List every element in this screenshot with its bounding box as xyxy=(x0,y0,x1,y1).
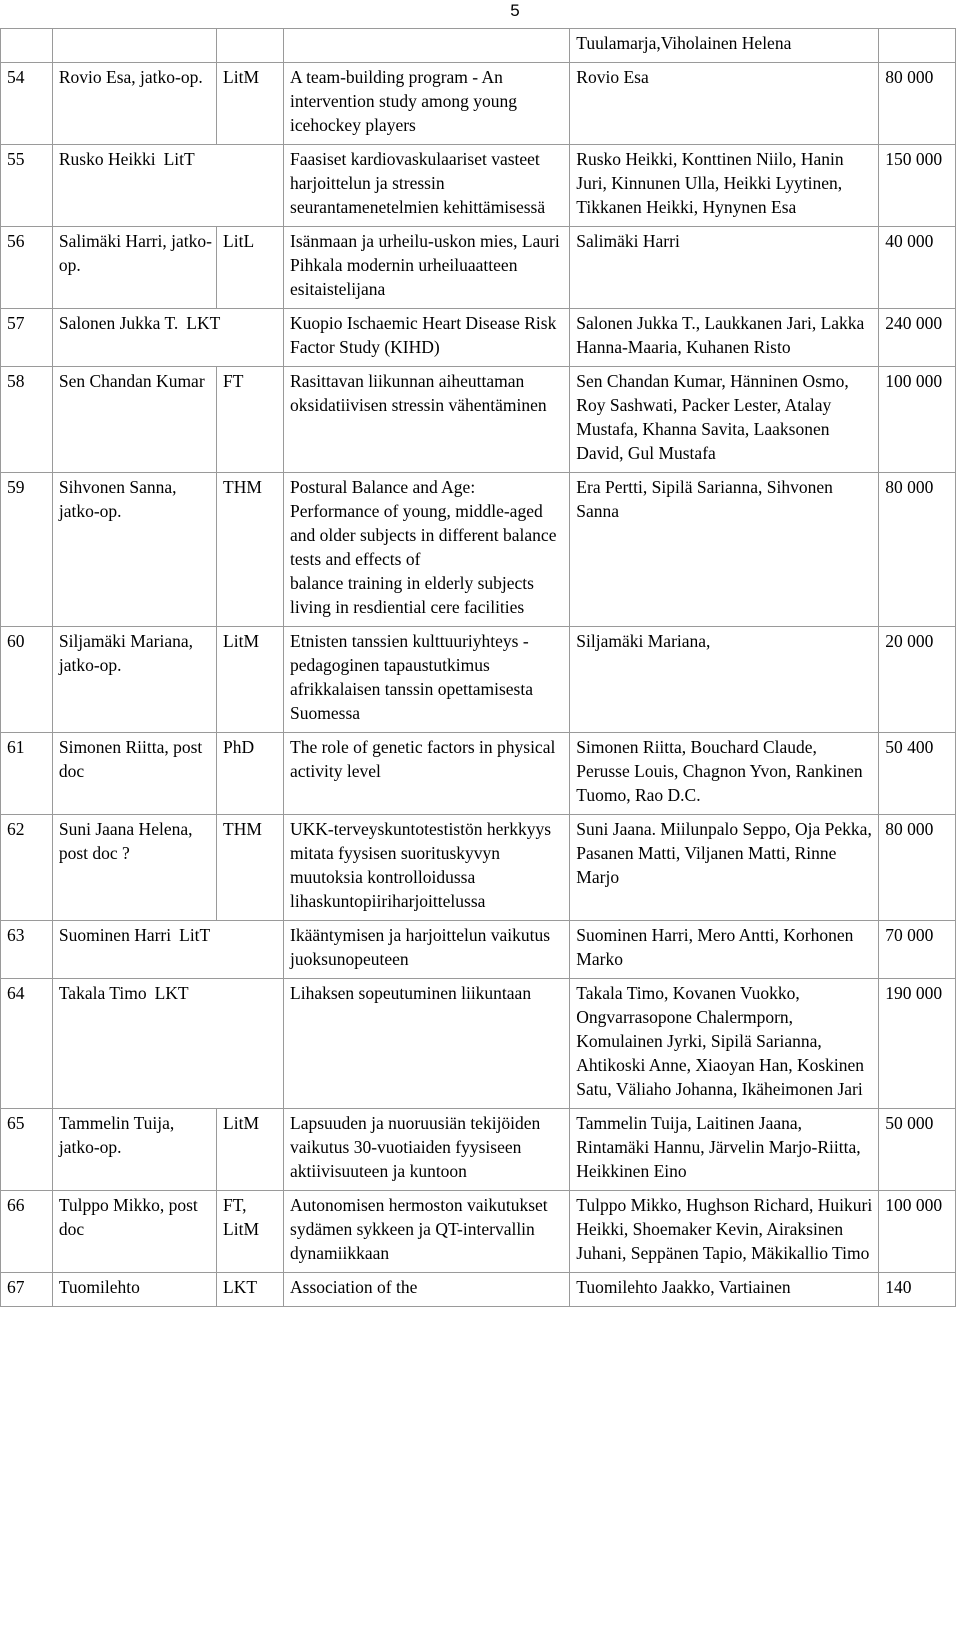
table-row xyxy=(1,733,956,815)
research-group: Suni Jaana. Miilunpalo Seppo, Oja Pekka, Pasanen Matti, Viljanen Matti, Rinne Marjo xyxy=(570,815,879,921)
grant-amount: 80 000 xyxy=(879,63,956,145)
research-group: Sen Chandan Kumar, Hänninen Osmo, Roy Sashwati, Packer Lester, Atalay Mustafa, Khanna Savita, Laaksonen David, Gul Mustafa xyxy=(570,367,879,473)
degree: LKT xyxy=(186,313,221,333)
degree: LitT xyxy=(163,149,195,169)
research-group: Tammelin Tuija, Laitinen Jaana, Rintamäki Hannu, Järvelin Marjo-Riitta, Heikkinen Eino xyxy=(570,1109,879,1191)
row-number: 60 xyxy=(1,627,53,733)
row-number: 55 xyxy=(1,145,53,227)
row-number: 54 xyxy=(1,63,53,145)
research-group: Salonen Jukka T., Laukkanen Jari, Lakka Hanna-Maaria, Kuhanen Risto xyxy=(570,309,879,367)
applicant-name: Salonen Jukka T. xyxy=(58,313,179,333)
row-number: 65 xyxy=(1,1109,53,1191)
table-row xyxy=(1,473,956,627)
degree: FT xyxy=(217,367,284,473)
degree: LitM xyxy=(217,63,284,145)
table-row xyxy=(1,627,956,733)
grant-amount: 240 000 xyxy=(879,309,956,367)
applicant-cell xyxy=(52,309,283,367)
row-number: 59 xyxy=(1,473,53,627)
project-title: Postural Balance and Age: Performance of young, middle-aged and older subjects in different balance tests and effects of balance training in elderly subjects living in resdiential cere facilities xyxy=(284,473,570,627)
applicant-name: Suni Jaana Helena, post doc ? xyxy=(52,815,216,921)
applicant-name: Salimäki Harri, jatko-op. xyxy=(52,227,216,309)
table-row xyxy=(1,145,956,227)
project-title: Autonomisen hermoston vaikutukset sydämen sykkeen ja QT-intervallin dynamiikkaan xyxy=(284,1191,570,1273)
project-title: Ikääntymisen ja harjoittelun vaikutus juoksunopeuteen xyxy=(284,921,570,979)
applicant-name: Sihvonen Sanna, jatko-op. xyxy=(52,473,216,627)
degree xyxy=(217,29,284,63)
research-group: Rusko Heikki, Konttinen Niilo, Hanin Juri, Kinnunen Ulla, Heikki Lyytinen, Tikkanen Heikki, Hynynen Esa xyxy=(570,145,879,227)
grant-amount: 40 000 xyxy=(879,227,956,309)
applicant-cell xyxy=(52,145,283,227)
applicant-name: Tuomilehto xyxy=(52,1273,216,1307)
row-number: 64 xyxy=(1,979,53,1109)
degree: PhD xyxy=(217,733,284,815)
applicant-name: Simonen Riitta, post doc xyxy=(52,733,216,815)
project-title: Etnisten tanssien kulttuuriyhteys - pedagoginen tapaustutkimus afrikkalaisen tanssin opettamisesta Suomessa xyxy=(284,627,570,733)
grant-amount: 80 000 xyxy=(879,815,956,921)
project-title: Faasiset kardiovaskulaariset vasteet harjoittelun ja stressin seurantamenetelmien kehittämisessä xyxy=(284,145,570,227)
table-row xyxy=(1,1109,956,1191)
row-number: 66 xyxy=(1,1191,53,1273)
grant-amount: 50 000 xyxy=(879,1109,956,1191)
research-group: Takala Timo, Kovanen Vuokko, Ongvarrasopone Chalermporn, Komulainen Jyrki, Sipilä Sarianna, Ahtikoski Anne, Xiaoyan Han, Koskinen Satu, Väliaho Johanna, Ikäheimonen Jari xyxy=(570,979,879,1109)
project-title xyxy=(284,29,570,63)
research-group: Tulppo Mikko, Hughson Richard, Huikuri Heikki, Shoemaker Kevin, Airaksinen Juhani, Seppänen Tapio, Mäkikallio Timo xyxy=(570,1191,879,1273)
project-title: Kuopio Ischaemic Heart Disease Risk Factor Study (KIHD) xyxy=(284,309,570,367)
table-row xyxy=(1,227,956,309)
row-number: 58 xyxy=(1,367,53,473)
research-group: Simonen Riitta, Bouchard Claude, Perusse Louis, Chagnon Yvon, Rankinen Tuomo, Rao D.C. xyxy=(570,733,879,815)
research-group: Tuomilehto Jaakko, Vartiainen xyxy=(570,1273,879,1307)
degree: THM xyxy=(217,473,284,627)
research-group: Era Pertti, Sipilä Sarianna, Sihvonen Sanna xyxy=(570,473,879,627)
applicant-name: Rusko Heikki xyxy=(58,149,156,169)
table-row xyxy=(1,63,956,145)
degree: FT, LitM xyxy=(217,1191,284,1273)
table-row xyxy=(1,979,956,1109)
grant-amount: 100 000 xyxy=(879,1191,956,1273)
grant-amount: 100 000 xyxy=(879,367,956,473)
table-row xyxy=(1,367,956,473)
project-title: Isänmaan ja urheilu-uskon mies, Lauri Pihkala modernin urheiluaatteen esitaistelijana xyxy=(284,227,570,309)
grant-amount: 190 000 xyxy=(879,979,956,1109)
grant-amount: 140 xyxy=(879,1273,956,1307)
research-group: Suominen Harri, Mero Antti, Korhonen Marko xyxy=(570,921,879,979)
applicant-cell xyxy=(52,979,283,1109)
research-group: Rovio Esa xyxy=(570,63,879,145)
project-title: Lapsuuden ja nuoruusiän tekijöiden vaikutus 30-vuotiaiden fyysiseen aktiivisuuteen ja kuntoon xyxy=(284,1109,570,1191)
project-title: Rasittavan liikunnan aiheuttaman oksidatiivisen stressin vähentäminen xyxy=(284,367,570,473)
degree: THM xyxy=(217,815,284,921)
applicant-name: Tammelin Tuija, jatko-op. xyxy=(52,1109,216,1191)
row-number: 57 xyxy=(1,309,53,367)
applicant-name: Siljamäki Mariana, jatko-op. xyxy=(52,627,216,733)
degree: LitM xyxy=(217,1109,284,1191)
row-number: 63 xyxy=(1,921,53,979)
grant-table xyxy=(0,28,956,1307)
grant-amount: 70 000 xyxy=(879,921,956,979)
grant-amount: 50 400 xyxy=(879,733,956,815)
research-group: Salimäki Harri xyxy=(570,227,879,309)
applicant-name: Suominen Harri xyxy=(58,925,172,945)
page-number: 5 xyxy=(510,1,520,20)
applicant-name xyxy=(52,29,216,63)
research-group: Siljamäki Mariana, xyxy=(570,627,879,733)
applicant-name: Sen Chandan Kumar xyxy=(52,367,216,473)
table-row xyxy=(1,1191,956,1273)
table-row xyxy=(1,921,956,979)
applicant-name: Rovio Esa, jatko-op. xyxy=(52,63,216,145)
project-title: The role of genetic factors in physical activity level xyxy=(284,733,570,815)
applicant-cell xyxy=(52,921,283,979)
row-number: 56 xyxy=(1,227,53,309)
applicant-name: Takala Timo xyxy=(58,983,147,1003)
grant-amount: 150 000 xyxy=(879,145,956,227)
grant-amount xyxy=(879,29,956,63)
grant-amount: 80 000 xyxy=(879,473,956,627)
project-title: Lihaksen sopeutuminen liikuntaan xyxy=(284,979,570,1109)
row-number: 67 xyxy=(1,1273,53,1307)
degree: LKT xyxy=(217,1273,284,1307)
degree: LitT xyxy=(179,925,211,945)
project-title: A team-building program - An intervention study among young icehockey players xyxy=(284,63,570,145)
table-row xyxy=(1,815,956,921)
table-row xyxy=(1,309,956,367)
table-row xyxy=(1,29,956,63)
project-title: UKK-terveyskuntotestistön herkkyys mitata fyysisen suorituskyvyn muutoksia kontrolloidussa lihaskuntopiiriharjoittelussa xyxy=(284,815,570,921)
project-title: Association of the xyxy=(284,1273,570,1307)
applicant-name: Tulppo Mikko, post doc xyxy=(52,1191,216,1273)
row-number xyxy=(1,29,53,63)
row-number: 61 xyxy=(1,733,53,815)
grant-amount: 20 000 xyxy=(879,627,956,733)
degree: LitL xyxy=(217,227,284,309)
research-group: Tuulamarja,Viholainen Helena xyxy=(570,29,879,63)
table-row xyxy=(1,1273,956,1307)
degree: LitM xyxy=(217,627,284,733)
degree: LKT xyxy=(154,983,189,1003)
row-number: 62 xyxy=(1,815,53,921)
